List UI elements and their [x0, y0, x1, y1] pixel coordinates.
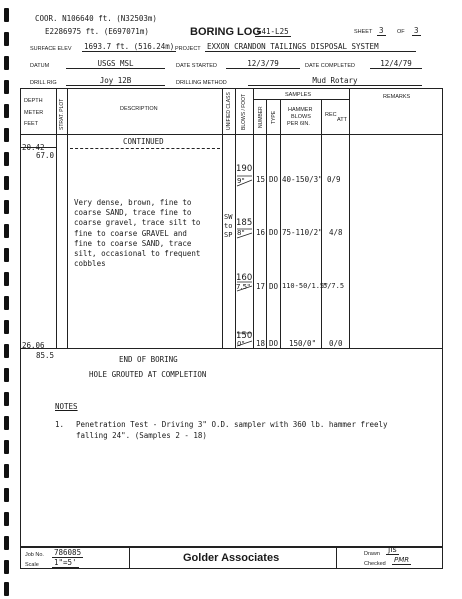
date-started-label: DATE STARTED: [176, 63, 217, 69]
drilling-method: Mud Rotary: [248, 77, 422, 86]
sample-type: DO: [269, 282, 279, 291]
col-depth: DEPTH: [24, 98, 43, 104]
penetration: 9": [237, 177, 245, 185]
sample-type: DO: [269, 228, 279, 237]
col-hammer-blows: BLOWS: [291, 114, 311, 120]
surface-elev: 1693.7 ft. (516.24m): [84, 42, 175, 51]
top-depth-ft: 67.0: [36, 151, 55, 160]
boring-id: G41-L25: [257, 27, 289, 36]
recovery: 0/9: [327, 175, 341, 184]
continued-dash: [70, 148, 220, 149]
sample-number: 18: [256, 339, 266, 348]
checked-initials: PMR: [394, 556, 410, 564]
hammer-blows: 75-110/2": [282, 228, 323, 237]
blow-count: 190: [236, 164, 253, 174]
coor-north: COOR. N106640 ft. (N32503m): [35, 14, 157, 23]
recovery: 5/7.5: [323, 282, 345, 290]
drilling-method-label: DRILLING METHOD: [176, 80, 227, 86]
sheet-label: SHEET: [354, 29, 373, 35]
date-completed: 12/4/79: [370, 60, 422, 69]
sheet-number: 3: [379, 26, 384, 35]
project-label: PROJECT: [175, 46, 201, 52]
unified-class: SW to SP: [224, 213, 233, 239]
sample-type: DO: [269, 175, 279, 184]
coor-east: E2286975 ft. (E697071m): [45, 27, 149, 36]
hammer-blows: 110-50/1.5": [282, 282, 329, 290]
project-name: EXXON CRANDON TAILINGS DISPOSAL SYSTEM: [205, 43, 416, 52]
bottom-depth-m: 26.06: [22, 341, 45, 350]
sample-type: DO: [269, 339, 279, 348]
col-hammer-per: PER 6IN.: [287, 121, 310, 127]
job-label: Job No.: [25, 552, 44, 558]
scale-label: Scale: [25, 562, 39, 568]
blow-count: 150: [236, 331, 253, 341]
col-strat-plot: STRAT. PLOT: [59, 98, 65, 130]
hammer-blows: 150/0": [289, 339, 317, 348]
drawn-label: Drawn: [364, 551, 380, 557]
recovery: 0/0: [329, 339, 343, 348]
hammer-blows: 40-150/3": [282, 175, 323, 184]
note-line-2: falling 24". (Samples 2 - 18): [76, 431, 207, 440]
bottom-depth-ft: 85.5: [36, 351, 55, 360]
of-label: OF: [397, 29, 405, 35]
col-rec: REC: [325, 112, 337, 118]
sample-interval-marks: [236, 150, 253, 348]
blow-count: 160: [236, 273, 253, 283]
col-meter: METER: [24, 110, 44, 116]
scale: 1"=5': [54, 558, 77, 567]
surface-elev-label: SURFACE ELEV: [30, 46, 72, 52]
continued-label: CONTINUED: [123, 137, 164, 146]
job-number: 786085: [54, 548, 82, 557]
company-name: Golder Associates: [183, 552, 280, 564]
notes-title: NOTES: [55, 402, 78, 411]
log-title: BORING LOG: [190, 26, 261, 38]
top-depth-m: 20.42: [22, 143, 45, 152]
col-blows-foot: BLOWS / FOOT: [241, 93, 247, 130]
blow-count: 185: [236, 218, 253, 228]
datum: USGS MSL: [66, 60, 165, 69]
drill-rig: Joy 12B: [66, 77, 165, 86]
note-number: 1.: [55, 420, 65, 429]
col-number: NUMBER: [258, 106, 264, 128]
note-line-1: Penetration Test - Driving 3" O.D. sampler with 360 lb. hammer freely: [76, 420, 388, 429]
col-description: DESCRIPTION: [120, 106, 158, 112]
date-completed-label: DATE COMPLETED: [305, 63, 356, 69]
col-att: ATT: [337, 117, 347, 123]
col-samples: SAMPLES: [285, 92, 311, 98]
sheet-total: 3: [414, 26, 419, 35]
col-type: TYPE: [271, 110, 277, 124]
drill-rig-label: DRILL RIG: [30, 80, 57, 86]
date-started: 12/3/79: [226, 60, 300, 69]
col-unified-class: UNIFIED CLASS: [226, 92, 232, 130]
datum-label: DATUM: [30, 63, 50, 69]
penetration: 7.5": [236, 283, 251, 291]
sample-number: 15: [256, 175, 266, 184]
sample-number: 17: [256, 282, 266, 291]
col-remarks: REMARKS: [383, 94, 411, 100]
penetration: 0": [237, 340, 245, 348]
col-feet: FEET: [24, 121, 39, 127]
hole-grouted: HOLE GROUTED AT COMPLETION: [89, 370, 207, 379]
recovery: 4/8: [329, 228, 343, 237]
col-hammer: HAMMER: [288, 107, 313, 113]
sample-number: 16: [256, 228, 266, 237]
checked-label: Checked: [364, 561, 386, 567]
penetration: 8": [237, 229, 245, 237]
soil-description: Very dense, brown, fine to coarse SAND, trace fine to coarse gravel, trace silt to fine to coarse GRAVEL and fine to coarse SAND, trace silt, occasional to frequent cobbles: [74, 198, 201, 269]
end-of-boring: END OF BORING: [119, 355, 178, 364]
drawn-initials: jls: [388, 545, 397, 554]
